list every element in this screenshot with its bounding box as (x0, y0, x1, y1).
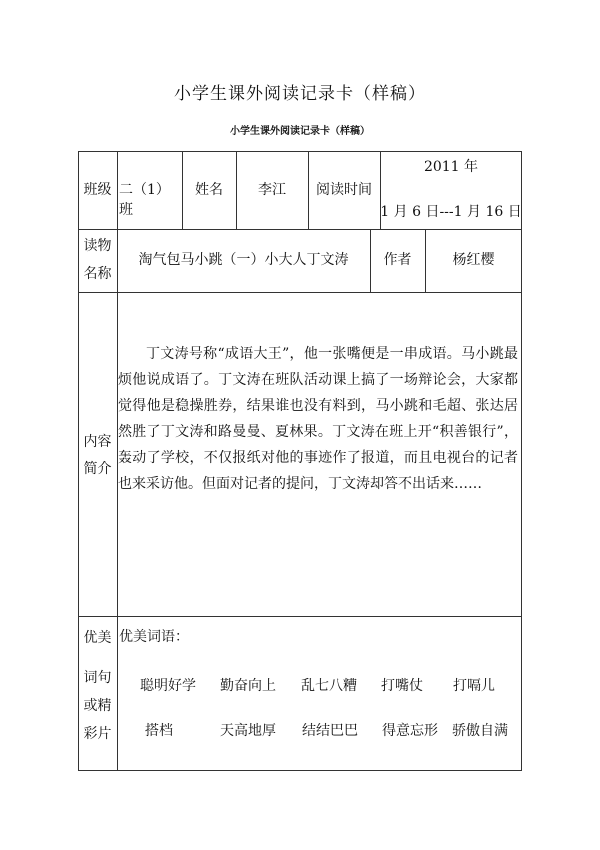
fine-word: 天高地厚 (220, 723, 276, 739)
row-divider (78, 616, 522, 617)
excerpt-label-line3: 或精 (83, 698, 112, 714)
fine-word: 骄傲自满 (452, 723, 508, 739)
book-name-label-line2: 名称 (83, 266, 112, 282)
fine-word: 聪明好学 (140, 678, 196, 694)
reading-date-range: 1 月 6 日---1 月 16 日 (380, 204, 522, 220)
class-value: 二（1）班 (119, 182, 170, 218)
row-divider (78, 229, 522, 230)
fine-words-row-1 (140, 675, 520, 695)
book-title: 淘气包马小跳（一）小大人丁文涛 (138, 252, 349, 268)
excerpt-label-line4: 彩片 (83, 726, 112, 742)
intro-label-line1: 内容 (83, 434, 112, 450)
fine-word: 打嗝儿 (453, 678, 495, 694)
page-title: 小学生课外阅读记录卡（样稿） (174, 84, 426, 104)
content-summary: 丁文涛号称“成语大王”，他一张嘴便是一串成语。马小跳最烦他说成语了。丁文涛在班队活动课上搞了一场辩论会，大家都觉得他是稳操胜券，结果谁也没有料到，马小跳和毛超、张达居然胜了丁文涛和路曼曼、夏林果。丁文涛在班上开“积善银行”，轰动了学校，不仅报纸对他的事迹作了报道，而且电视台的记者也来采访他。但面对记者的提问，丁文涛却答不出话来…… (118, 346, 518, 492)
excerpt-label-line2: 词句 (83, 670, 112, 686)
excerpt-label-line1: 优美 (83, 630, 112, 646)
fine-word: 乱七八糟 (301, 678, 357, 694)
book-name-label-line1: 读物 (83, 238, 112, 254)
author-label: 作者 (383, 252, 412, 268)
row-divider (78, 292, 522, 293)
name-value: 李江 (258, 182, 286, 198)
intro-label-line2: 简介 (83, 461, 112, 477)
fine-word: 得意忘形 (382, 723, 438, 739)
fine-word: 结结巴巴 (302, 723, 358, 739)
reading-year: 2011 年 (423, 159, 479, 175)
fine-word: 勤奋向上 (220, 678, 276, 694)
fine-words-label: 优美词语： (119, 629, 189, 645)
fine-words-row-2 (140, 720, 520, 740)
class-label: 班级 (83, 182, 112, 198)
reading-time-label: 阅读时间 (316, 182, 372, 198)
fine-word: 搭档 (145, 723, 173, 739)
fine-word: 打嘴仗 (381, 678, 423, 694)
author-value: 杨红樱 (452, 252, 495, 268)
name-label: 姓名 (195, 182, 223, 198)
card-subtitle: 小学生课外阅读记录卡（样稿） (230, 126, 370, 137)
